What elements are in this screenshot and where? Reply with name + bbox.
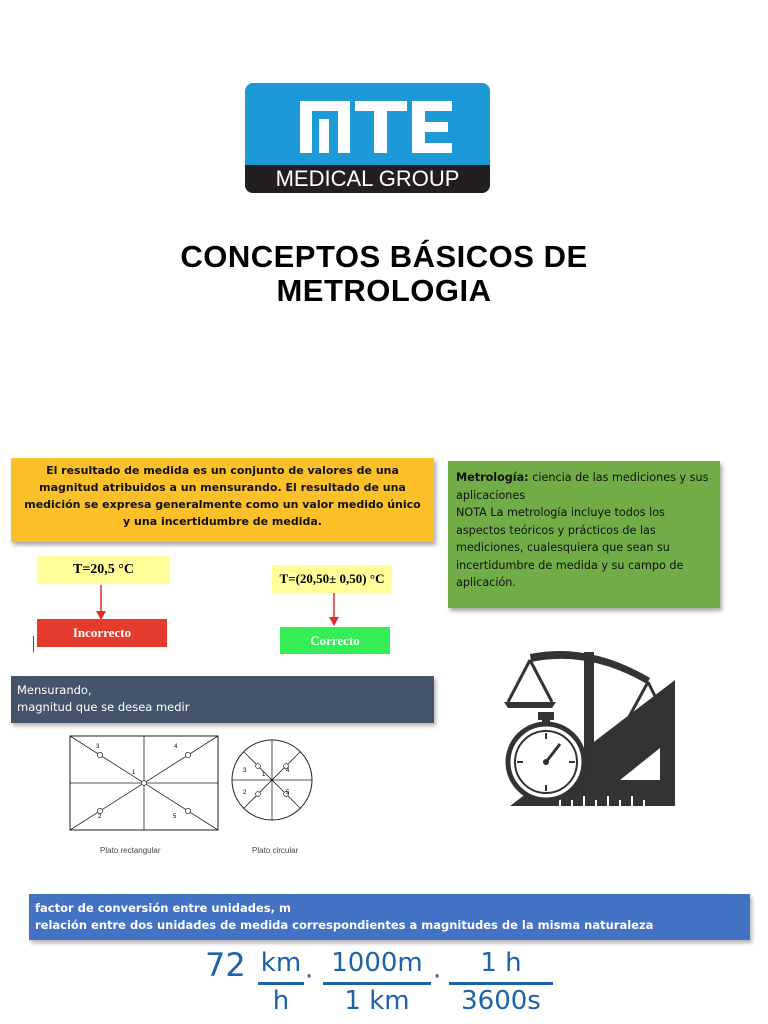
mensurando-title: Mensurando, — [17, 683, 92, 697]
scale-stopwatch-ruler-icon — [500, 640, 680, 810]
formula-denominator-2: 1 km — [344, 986, 410, 1016]
circular-plate-diagram — [229, 737, 315, 823]
formula-denominator-1: h — [272, 986, 290, 1016]
right-value-text: T=(20,50± 0,50) °C — [279, 571, 385, 586]
metrologia-note: NOTA La metrología incluye todos los aspectos teóricos y prácticos de las mediciones, cualesquiera que sean su incertidumbre de medida y su campo de aplicación. — [456, 506, 684, 589]
circle-label: 1 — [262, 772, 266, 778]
right-label-text: Correcto — [310, 633, 360, 648]
formula-numerator-2: 1000m — [331, 948, 423, 978]
conversion-factor-box — [29, 894, 750, 940]
fraction-bar — [323, 982, 431, 985]
page-title — [0, 240, 768, 308]
formula-numerator-3: 1 h — [480, 948, 522, 978]
wrong-arrow-icon — [95, 585, 107, 621]
fraction-bar — [258, 982, 304, 985]
right-arrow-icon — [328, 593, 340, 627]
wrong-label-box — [37, 619, 167, 647]
conversion-factor-title: factor de conversión entre unidades, m — [35, 901, 291, 915]
metrologia-definition-box — [448, 461, 720, 608]
wrong-value-box — [37, 556, 170, 584]
right-value-box — [272, 565, 392, 593]
formula-numerator-1: km — [260, 948, 302, 978]
result-definition-box — [11, 458, 434, 542]
formula-value: 72 — [205, 946, 246, 984]
title-line-2: METROLOGIA — [276, 273, 492, 308]
rectangular-plate-caption: Plato rectangular — [100, 846, 161, 855]
company-logo — [245, 83, 490, 193]
result-definition-text: El resultado de medida es un conjunto de valores de una magnitud atribuidos a un mensurando. El resultado de una medición se expresa generalmente como un valor medido único y una incertidumbre de medida. — [24, 464, 421, 528]
rect-label: 1 — [132, 770, 136, 776]
fraction-bar — [449, 982, 553, 985]
title-line-1: CONCEPTOS BÁSICOS DE — [180, 239, 588, 274]
rect-label: 5 — [173, 814, 177, 820]
metrologia-term: Metrología: — [456, 471, 529, 484]
circle-label: 3 — [243, 768, 247, 774]
wrong-value-text: T=20,5 °C — [72, 562, 135, 577]
conversion-factor-definition: relación entre dos unidades de medida correspondientes a magnitudes de la misma naturaleza — [35, 918, 654, 932]
divider-mark — [33, 636, 34, 652]
formula-denominator-3: 3600s — [461, 986, 541, 1016]
multiply-dot: · — [433, 962, 442, 992]
rect-label: 2 — [98, 814, 102, 820]
conversion-formula — [205, 942, 565, 1024]
rect-label: 4 — [174, 744, 178, 750]
circular-plate-caption: Plato circular — [252, 846, 299, 855]
circle-label: 2 — [243, 790, 247, 796]
right-label-box — [280, 627, 390, 654]
metrologia-definition: ciencia de las mediciones y sus aplicaciones — [456, 471, 709, 502]
rectangular-plate-diagram — [68, 734, 220, 832]
multiply-dot: · — [305, 962, 314, 992]
mensurando-box — [11, 676, 434, 723]
circle-label: 5 — [286, 790, 290, 796]
circle-label: 4 — [286, 768, 290, 774]
wrong-label-text: Incorrecto — [72, 625, 132, 640]
logo-letters — [245, 83, 490, 165]
logo-subtitle: MEDICAL GROUP — [245, 165, 490, 193]
mensurando-definition: magnitud que se desea medir — [17, 700, 190, 714]
rect-label: 3 — [96, 744, 100, 750]
